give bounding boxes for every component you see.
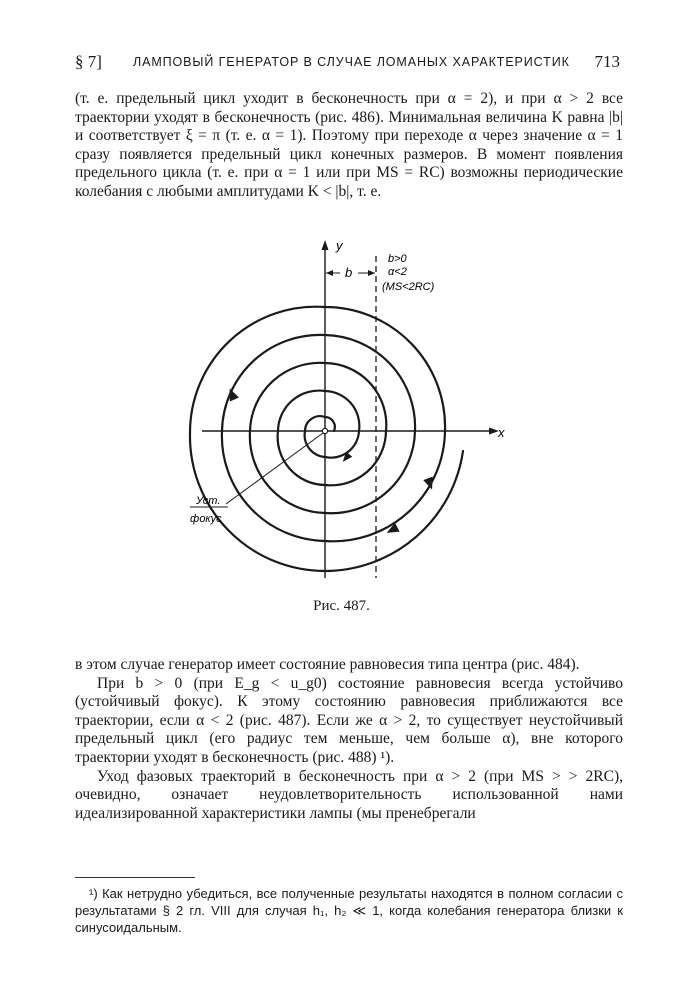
running-header: [75, 52, 620, 76]
focus-label-line2: фокус: [190, 513, 222, 525]
phase-portrait-svg: [170, 236, 510, 586]
top-paragraph: [75, 90, 623, 202]
stable-focus-point: [322, 428, 327, 433]
b-arrow-left: [326, 270, 333, 276]
condition-b: b>0: [388, 253, 407, 265]
footnote: ¹) Как нетрудно убедиться, все полученные результаты находятся в полном согласии с результатами § 2 гл. VIII для случая h₁, h₂ ≪ 1, когда колебания генератора близки к синусоидальным.: [75, 886, 623, 935]
footnote-rule: [75, 877, 195, 878]
b-label: b: [345, 265, 353, 280]
figure-487: [170, 236, 510, 586]
header-section: § 7]: [75, 52, 102, 71]
top-paragraph-text: (т. е. предельный цикл уходит в бесконечность при α = 2), и при α > 2 все траектории уходят в бесконечность (рис. 486). Минимальная величина K равна |b| и соответствует ξ = π (т. е. α = 1). Поэтому при переходе α через значение α = 1 сразу появляется предельный цикл конечных размеров. В момент появления предельного цикла (т. е. при α = 1 или при MS = RC) возможны периодические колебания с любыми амплитудами K < |b|, т. е.: [75, 90, 623, 200]
y-axis-arrow: [322, 240, 329, 250]
y-axis-label: y: [336, 238, 343, 253]
paragraph-stable-focus: При b > 0 (при E_g < u_g0) состояние равновесия всегда устойчиво (устойчивый фокус). К этому состоянию равновесия приближаются все траектории, если α < 2 (рис. 487). Если же α > 2, то существует неустойчивый предельный цикл (его радиус тем меньше, чем больше α), вне которого траектории уходят в бесконечность (рис. 488) ¹).: [75, 674, 623, 766]
focus-label-line1: Уст.: [196, 495, 221, 507]
figure-caption: Рис. 487.: [313, 598, 370, 614]
page-number: 713: [594, 52, 620, 71]
spiral-trajectory: [190, 307, 463, 571]
paragraph-trajectories-infinity: Уход фазовых траекторий в бесконечность при α > 2 (при MS > > 2RC), очевидно, означает неудовлетворительность использованной нами идеализированной характеристики лампы (мы пренебрегали: [75, 767, 623, 822]
direction-arrow-right: [423, 477, 437, 492]
direction-arrow-inner: [340, 452, 353, 465]
b-arrow-right: [368, 270, 375, 276]
lower-text: [75, 656, 623, 823]
condition-alpha: α<2: [388, 266, 407, 278]
condition-ms: (MS<2RC): [382, 281, 435, 293]
header-title: ЛАМПОВЫЙ ГЕНЕРАТОР В СЛУЧАЕ ЛОМАНЫХ ХАРАКТЕРИСТИК: [133, 55, 570, 69]
x-axis-label: x: [498, 425, 505, 440]
paragraph-center-line: в этом случае генератор имеет состояние равновесия типа центра (рис. 484).: [75, 656, 580, 673]
